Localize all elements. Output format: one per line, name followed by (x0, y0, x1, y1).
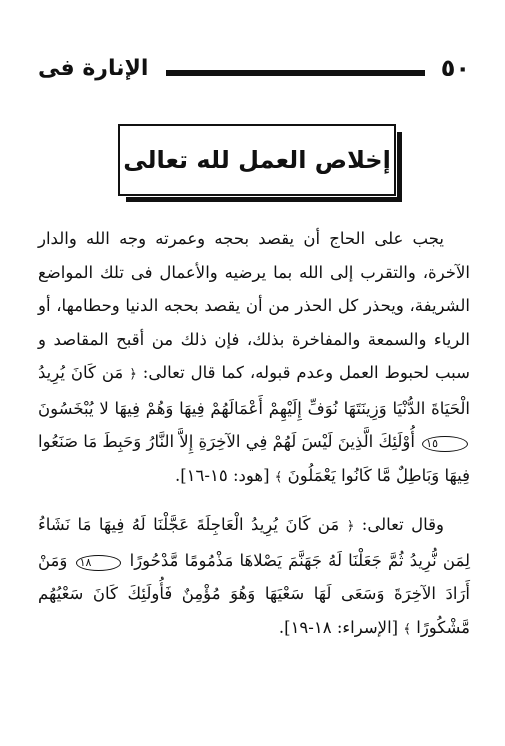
verse-number-badge: ١٨ (76, 555, 122, 571)
quote-open-bracket: ﴿ (129, 367, 137, 382)
section-title: إخلاص العمل لله تعالى (123, 146, 391, 174)
paragraph-1 (38, 222, 470, 494)
verse-text: مَن كَانَ يُرِيدُ الْحَيَاةَ الدُّنْيَا وَزِينَتَهَا نُوَفِّ إِلَيْهِمْ أَعْمَالَهُمْ فِيهَا وَهُمْ فِيهَا لا يُبْخَسُونَ (38, 363, 470, 418)
running-title: الإنارة فى (38, 56, 149, 81)
quote-close-bracket: ﴾ (274, 469, 283, 485)
section-title-frame (118, 124, 396, 196)
verse-number-badge: ١٥ (422, 436, 468, 452)
verse-reference: [الإسراء: ١٨-١٩]. (278, 617, 399, 637)
quote-close-bracket: ﴾ (403, 621, 411, 637)
paragraph-2-intro: وقال تعالى: (354, 515, 445, 534)
page-number: ٥٠ (440, 54, 470, 82)
page-header (38, 52, 470, 92)
verse-text: وَمَنْ أَرَادَ الآخِرَةَ وَسَعَى لَهَا سَعْيَهَا وَهُوَ مُؤْمِنٌ فَأُولَئِكَ كَانَ سَعْيُهُم مَّشْكُورًا (38, 550, 470, 637)
verse-reference: [هود: ١٥-١٦]. (174, 465, 270, 485)
verse-text: مَن كَانَ يُرِيدُ الْعَاجِلَةَ عَجَّلْنَا لَهُ فِيهَا مَا نَشَاءُ لِمَن نُّرِيدُ ثُمَّ جَعَلْنَا لَهُ جَهَنَّمَ يَصْلاهَا مَذْمُومًا مَّدْحُورًا (38, 515, 471, 570)
quote-open-bracket: ﴿ (346, 519, 355, 534)
paragraph-2 (38, 508, 470, 646)
body-text (38, 222, 470, 646)
verse-text: أُوْلَئِكَ الَّذِينَ لَيْسَ لَهُمْ فِي الآخِرَةِ إِلاَّ النَّارُ وَحَبِطَ مَا صَنَعُوا فِيهَا وَبَاطِلٌ مَّا كَانُوا يَعْمَلُونَ (38, 432, 470, 485)
header-rule (166, 70, 425, 76)
paragraph-1-text: يجب على الحاج أن يقصد بحجه وعمرته وجه الله والدار الآخرة، والتقرب إلى الله بما يرضيه والأعمال فى تلك المواضع الشريفة، ويحذر كل الحذر من أن يقصد بحجه الدنيا وحطامها، أو الرياء والسمعة والمفاخرة بذلك، فإن ذلك من أقبح المقاصد و سبب لحبوط العمل وعدم قبوله، كما قال تعالى: (38, 229, 470, 382)
